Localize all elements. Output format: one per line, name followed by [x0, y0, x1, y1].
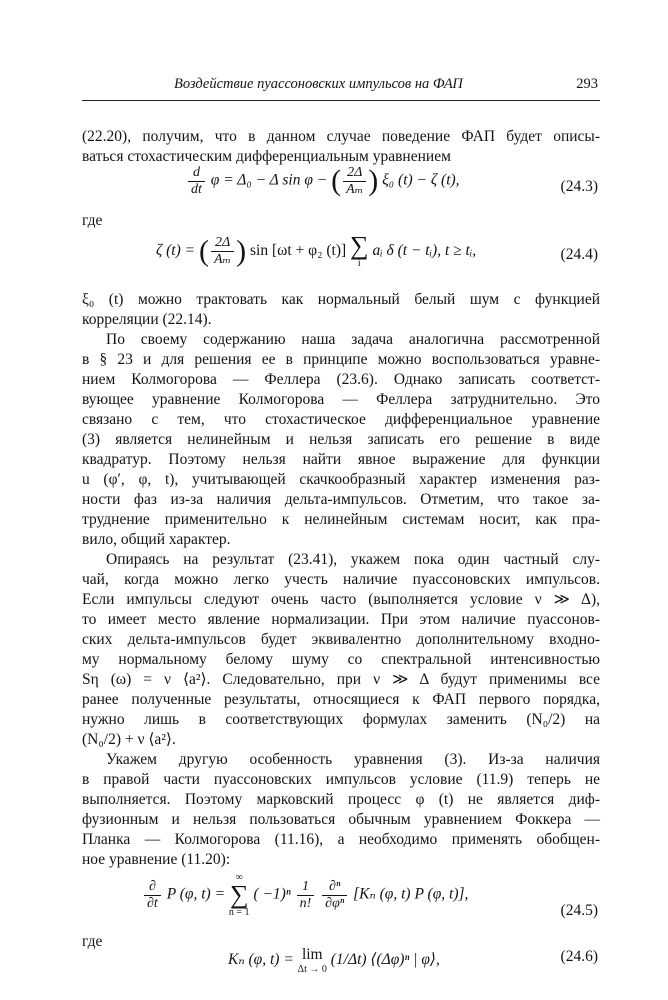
text-line: По своему содержанию наша задача аналогична рассмотренной [106, 331, 600, 348]
text-line: в правой части пуассоновских импульсов условие (11.9) теперь не [82, 771, 600, 788]
equation-label: (24.3) [560, 178, 598, 195]
text-line: Опираясь на результат (23.41), укажем пока один частный слу- [106, 551, 600, 568]
eq-fraction-numerator: ∂ⁿ [322, 879, 347, 896]
page-number: 293 [576, 76, 598, 92]
eq-fraction-denominator: Aₘ [214, 252, 232, 267]
text-line: труднение применительно к нелинейным системам носит, как пра- [82, 511, 600, 528]
limit-operator: lim [301, 946, 323, 963]
text-line: нием Колмогорова — Феллера (23.6). Однако записать соответст- [82, 371, 600, 388]
text-line: (N₀/2) + ν ⟨a²⟩. [82, 731, 176, 748]
text-line: нужно лишь в соответствующих формулах заменить (N₀/2) на [82, 711, 600, 728]
eq-term: aᵢ δ (t − tᵢ), t ≥ tᵢ, [372, 242, 477, 260]
text-line: ное уравнение (11.20): [82, 851, 231, 868]
sum-lower-limit: n = 1 [228, 907, 250, 918]
equation-24-5: $\frac{\partial}{\partial t}$ P (φ, t) = ∞ ∑ n = 1 ( −1)ⁿ $\frac{1}{n!}$ $\frac{\text{∂ⁿ}}{\text{∂φⁿ}}$ [Kₙ (φ, t) P (φ, t)], [142, 872, 468, 918]
text-line: ности фаз из-за наличия дельта-импульсов. Отметим, что такое за- [82, 491, 600, 508]
eq-fraction-denominator: Aₘ [346, 181, 364, 197]
eq-fraction-numerator: ∂ [144, 879, 161, 896]
text-line: му нормальному белому шуму со спектральной интенсивностью [82, 651, 600, 668]
text-line: ских дельта-импульсов будет эквивалентно дополнительному входно- [82, 631, 600, 648]
text-line: (22.20), получим, что в данном случае поведение ФАП будет описы- [82, 128, 600, 145]
eq-fraction-denominator: n! [299, 895, 312, 911]
text-line: вило, общий характер. [82, 531, 231, 548]
text-line: Укажем другую особенность уравнения (3). Из-за наличия [106, 751, 600, 768]
text-line: в § 23 и для решения ее в принципе можно воспользоваться уравне- [82, 351, 600, 368]
equation-label: (24.6) [560, 948, 598, 965]
text-line: квадратур. Поэтому нельзя найти явное выражение для функции [82, 451, 600, 468]
text-line: где [82, 933, 103, 950]
text-line: вующее уравнение Колмогорова — Феллера затруднительно. Это [82, 391, 600, 408]
eq-fraction-denominator: ∂t [147, 895, 158, 911]
eq-fraction-numerator: 2Δ [211, 235, 234, 252]
text-line: то имеет место явление нормализации. При этом наличие пуассонов- [82, 611, 600, 628]
limit-subscript: Δt → 0 [297, 964, 327, 975]
running-header [82, 74, 600, 101]
eq-fraction-denominator: dt [191, 181, 202, 197]
text-line: выполняется. Поэтому марковский процесс φ (t) не является диф- [82, 791, 600, 808]
eq-fraction-denominator: ∂φⁿ [325, 895, 345, 911]
eq-term: [Kₙ (φ, t) P (φ, t)], [353, 885, 469, 903]
text-line: (3) является нелинейным и нельзя записать его решение в виде [82, 431, 600, 448]
eq-term: ξ₀ (t) − ζ (t), [382, 171, 460, 189]
eq-term: ζ (t) = [156, 242, 196, 260]
text-line: ваться стохастическим дифференциальным уравнением [82, 148, 451, 165]
equation-label: (24.5) [560, 902, 598, 919]
eq-fraction-numerator: 1 [297, 879, 315, 896]
text-line: корреляции (22.14). [82, 311, 212, 328]
text-line: ранее полученные результаты, относящиеся к ФАП первого порядка, [82, 691, 600, 708]
eq-term: φ = Δ₀ − Δ sin φ − [210, 171, 328, 189]
sum-upper-limit: ∞ [235, 872, 243, 883]
eq-fraction-numerator: d [188, 165, 205, 182]
eq-term: sin [ωt + φ₂ (t)] [250, 242, 347, 260]
eq-fraction-numerator: 2Δ [343, 165, 366, 182]
text-line: ξ₀ (t) можно трактовать как нормальный белый шум с функцией [82, 291, 600, 308]
text-line: чай, когда можно легко учесть наличие пуассоновских импульсов. [82, 571, 600, 588]
text-line: фузионным и нельзя пользоваться обычным уравнением Фоккера — [82, 811, 600, 828]
eq-term: Kₙ (φ, t) = [228, 951, 294, 969]
eq-term: ( −1)ⁿ [253, 885, 291, 903]
equation-label: (24.4) [560, 246, 598, 263]
text-line: Если импульсы следуют очень часто (выполняется условие ν ≫ Δ), [82, 591, 600, 608]
text-line: где [82, 212, 103, 229]
equation-24-4: ζ (t) = ( $\frac{2\Delta}{\text{Aₘ}}$ ) sin [ωt + φ₂ (t)] ∑ i aᵢ δ (t − tᵢ), t ≥ tᵢ, [156, 231, 477, 269]
running-title: Воздействие пуассоновских импульсов на ФАП [174, 76, 463, 92]
sum-index: i [357, 258, 361, 269]
eq-term: P (φ, t) = [166, 885, 226, 903]
equation-24-3: $\frac{d}{dt}$ φ = Δ₀ − Δ sin φ − ( $\frac{2\Delta}{\text{Aₘ}}$ ) ξ₀ (t) − ζ (t), [186, 164, 460, 198]
text-line: Планка — Колмогорова (11.16), а необходимо применять обобщен- [82, 831, 600, 848]
text-line: Sη (ω) = ν ⟨a²⟩. Следовательно, при ν ≫ Δ будут применимы все [82, 671, 600, 688]
text-line: связано с тем, что стохастическое дифференциальное уравнение [82, 411, 600, 428]
eq-term: (1/Δt) ⟨(Δφ)ⁿ | φ⟩, [330, 951, 440, 969]
text-line: u (φ′, φ, t), учитывающей скачкообразный характер изменения раз- [82, 471, 600, 488]
equation-24-6 [228, 946, 440, 975]
